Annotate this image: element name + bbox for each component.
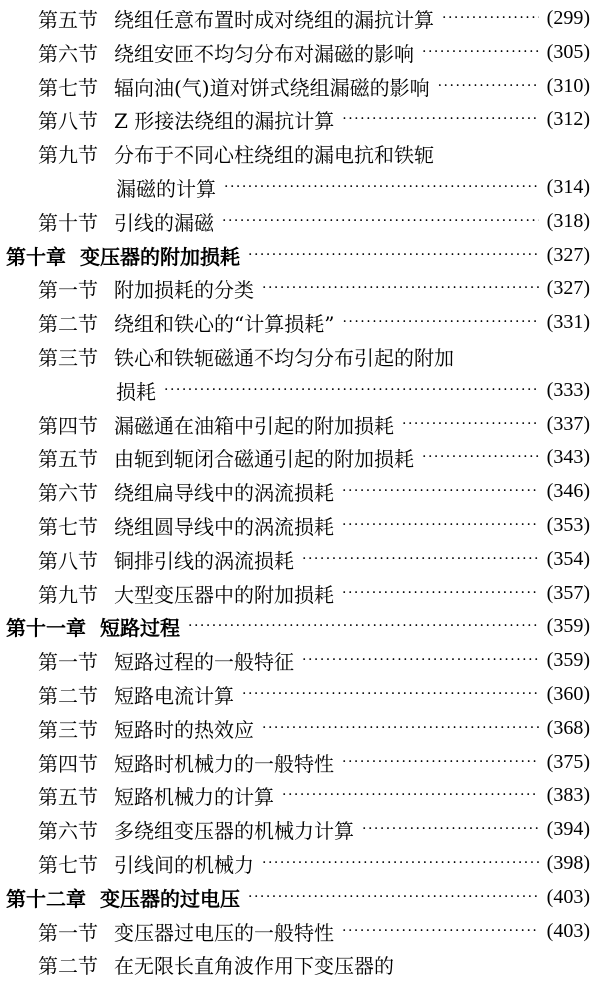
toc-entry-row[interactable] [0, 306, 600, 339]
section-title: 短路时的热效应 [114, 717, 254, 742]
toc-entry-row[interactable] [0, 577, 600, 610]
toc-entry-row[interactable] [0, 137, 600, 170]
section-title: 铁心和铁轭磁通不均匀分布引起的附加 [114, 346, 454, 370]
toc-entry-row[interactable] [0, 441, 600, 474]
section-number: 第五节 [38, 447, 98, 472]
section-number: 第一节 [38, 278, 98, 303]
toc-line [116, 374, 590, 407]
toc-line [0, 36, 590, 69]
page-number: (327) [546, 277, 590, 300]
section-number: 第五节 [38, 785, 98, 810]
page-number: (403) [546, 885, 590, 908]
dot-leader [164, 374, 539, 407]
section-title: 由轭到轭闭合磁通引起的附加损耗 [114, 447, 414, 472]
toc-entry-row[interactable] [0, 746, 600, 779]
toc-entry-row[interactable] [0, 2, 600, 35]
dot-leader [302, 644, 539, 677]
page-number: (375) [546, 750, 590, 773]
page-number: (305) [546, 40, 590, 63]
page-number: (318) [546, 209, 590, 232]
chapter-title: 变压器的附加损耗 [80, 244, 240, 269]
toc-line [0, 779, 590, 812]
dot-leader [402, 408, 539, 441]
toc-entry-row[interactable] [0, 712, 600, 745]
section-title: 漏磁的计算 [116, 177, 216, 201]
toc-line [0, 712, 590, 745]
toc-line [0, 70, 590, 103]
section-number: 第六节 [38, 41, 98, 66]
toc-entry-row[interactable] [0, 847, 600, 880]
dot-leader [342, 475, 539, 508]
toc-line [0, 610, 590, 643]
toc-line [0, 881, 590, 914]
section-title: 短路过程的一般特征 [114, 650, 294, 675]
toc-line [0, 915, 590, 948]
toc-line [116, 171, 590, 204]
section-title: 分布于不同心柱绕组的漏电抗和铁轭 [114, 143, 434, 168]
toc-entry-row[interactable] [0, 678, 600, 711]
toc-entry-row[interactable] [0, 36, 600, 69]
toc-line [0, 306, 590, 339]
page-number: (398) [546, 852, 590, 874]
toc-entry-row[interactable] [0, 948, 600, 981]
section-number: 第三节 [38, 346, 98, 370]
toc-entry-row[interactable] [0, 340, 600, 373]
dot-leader [342, 103, 538, 136]
dot-leader [224, 171, 539, 204]
toc-entry-row[interactable] [0, 543, 600, 576]
section-number: 第七节 [38, 75, 98, 100]
toc-chapter-row[interactable] [0, 239, 600, 272]
section-number: 第四节 [38, 413, 98, 438]
section-number: 第八节 [38, 548, 98, 573]
toc-line [0, 948, 590, 981]
toc-entry-row[interactable] [0, 644, 600, 677]
section-title: 铜排引线的涡流损耗 [114, 548, 294, 573]
section-title: 短路机械力的计算 [114, 785, 274, 810]
page-number: (333) [546, 378, 590, 401]
page-number: (360) [546, 683, 590, 705]
section-title: 短路时机械力的一般特性 [114, 751, 334, 776]
chapter-number: 第十一章 [6, 616, 86, 641]
section-number: 第九节 [38, 582, 98, 607]
page-number: (331) [546, 311, 590, 334]
section-number: 第四节 [38, 751, 98, 776]
section-number: 第六节 [38, 481, 98, 506]
toc-entry-row[interactable] [0, 103, 600, 136]
section-title: Z 形接法绕组的漏抗计算 [114, 109, 335, 134]
dot-leader [248, 239, 539, 272]
page-number: (357) [546, 581, 590, 604]
chapter-title: 变压器的过电压 [100, 886, 240, 911]
toc-line [0, 103, 590, 136]
section-title: 引线间的机械力 [114, 853, 254, 877]
page-number: (343) [546, 446, 590, 469]
section-title: 大型变压器中的附加损耗 [114, 582, 334, 607]
section-title: 漏磁通在油箱中引起的附加损耗 [114, 413, 394, 438]
section-number: 第十节 [38, 210, 98, 235]
page-number: (403) [546, 919, 590, 942]
toc-line [0, 543, 590, 576]
section-number: 第八节 [38, 109, 98, 134]
dot-leader [188, 610, 539, 643]
dot-leader [222, 205, 539, 238]
section-number: 第三节 [38, 717, 98, 742]
toc-line [0, 2, 590, 35]
section-title: 附加损耗的分类 [114, 278, 254, 303]
toc-line [0, 847, 590, 880]
page-number: (368) [546, 716, 590, 739]
dot-leader [262, 712, 539, 745]
toc-entry-row[interactable] [0, 171, 600, 204]
section-number: 第二节 [38, 312, 98, 337]
section-title: 变压器过电压的一般特性 [114, 920, 334, 945]
dot-leader [342, 509, 539, 542]
page-number: (353) [546, 514, 590, 536]
section-title: 绕组圆导线中的涡流损耗 [114, 515, 334, 539]
section-title: 短路电流计算 [114, 684, 234, 708]
toc-entry-row[interactable] [0, 408, 600, 441]
section-number: 第五节 [38, 8, 98, 32]
toc-entry-row[interactable] [0, 374, 600, 407]
section-title: 损耗 [116, 379, 156, 404]
page-number: (346) [546, 480, 590, 503]
toc-line [0, 441, 590, 474]
toc-line [0, 239, 590, 272]
section-title: 辐向油(气)道对饼式绕组漏磁的影响 [114, 75, 430, 100]
toc-line [0, 137, 590, 170]
toc-line [0, 678, 590, 711]
chapter-number: 第十章 [6, 244, 66, 269]
toc-line [0, 475, 590, 508]
toc-line [0, 272, 590, 305]
toc-line [0, 644, 590, 677]
dot-leader [342, 915, 539, 948]
section-number: 第一节 [38, 650, 98, 675]
page-number: (312) [546, 108, 590, 131]
page-number: (359) [546, 615, 590, 638]
section-title: 绕组安匝不均匀分布对漏磁的影响 [114, 41, 414, 66]
chapter-title: 短路过程 [100, 616, 180, 641]
toc-chapter-row[interactable] [0, 881, 600, 914]
dot-leader [362, 813, 539, 846]
dot-leader [242, 678, 539, 711]
toc-line [0, 746, 590, 779]
chapter-number: 第十二章 [6, 886, 86, 911]
section-number: 第九节 [38, 143, 98, 168]
section-title: 引线的漏磁 [114, 210, 214, 235]
section-number: 第二节 [38, 954, 98, 979]
section-number: 第六节 [38, 819, 98, 844]
dot-leader [342, 746, 539, 779]
section-title: 绕组任意布置时成对绕组的漏抗计算 [114, 8, 434, 32]
toc-entry-row[interactable] [0, 915, 600, 948]
toc-entry-row[interactable] [0, 813, 600, 846]
section-title: 多绕组变压器的机械力计算 [114, 819, 354, 844]
page-number: (310) [546, 74, 590, 97]
toc-line [0, 813, 590, 846]
page-number: (327) [546, 243, 590, 266]
toc-entry-row[interactable] [0, 272, 600, 305]
dot-leader [438, 70, 539, 103]
toc-line [0, 577, 590, 610]
toc-line [0, 408, 590, 441]
section-number: 第七节 [38, 853, 98, 877]
dot-leader [248, 881, 539, 914]
section-number: 第七节 [38, 515, 98, 539]
page-number: (394) [546, 818, 590, 841]
page-number: (314) [546, 176, 590, 198]
dot-leader [302, 543, 539, 576]
page-number: (337) [546, 412, 590, 435]
dot-leader [282, 779, 539, 812]
toc-line [0, 340, 590, 373]
toc-line [0, 205, 590, 238]
section-title: 绕组扁导线中的涡流损耗 [114, 481, 334, 506]
toc-line [0, 509, 590, 542]
section-number: 第一节 [38, 920, 98, 945]
page-number: (354) [546, 547, 590, 570]
dot-leader [422, 441, 539, 474]
toc-entry-row[interactable] [0, 779, 600, 812]
toc-entry-row[interactable] [0, 205, 600, 238]
page-number: (383) [546, 784, 590, 807]
toc-entry-row[interactable] [0, 509, 600, 542]
toc-entry-row[interactable] [0, 70, 600, 103]
page-number: (299) [546, 7, 590, 29]
toc-entry-row[interactable] [0, 475, 600, 508]
section-title: 绕组和铁心的“计算损耗” [114, 312, 335, 337]
section-title: 在无限长直角波作用下变压器的 [114, 954, 394, 979]
dot-leader [342, 577, 539, 610]
dot-leader [342, 306, 538, 339]
dot-leader [262, 272, 539, 305]
dot-leader [442, 2, 539, 35]
toc-chapter-row[interactable] [0, 610, 600, 643]
section-number: 第二节 [38, 684, 98, 708]
page-number: (359) [546, 649, 590, 672]
dot-leader [422, 36, 539, 69]
dot-leader [262, 847, 539, 880]
